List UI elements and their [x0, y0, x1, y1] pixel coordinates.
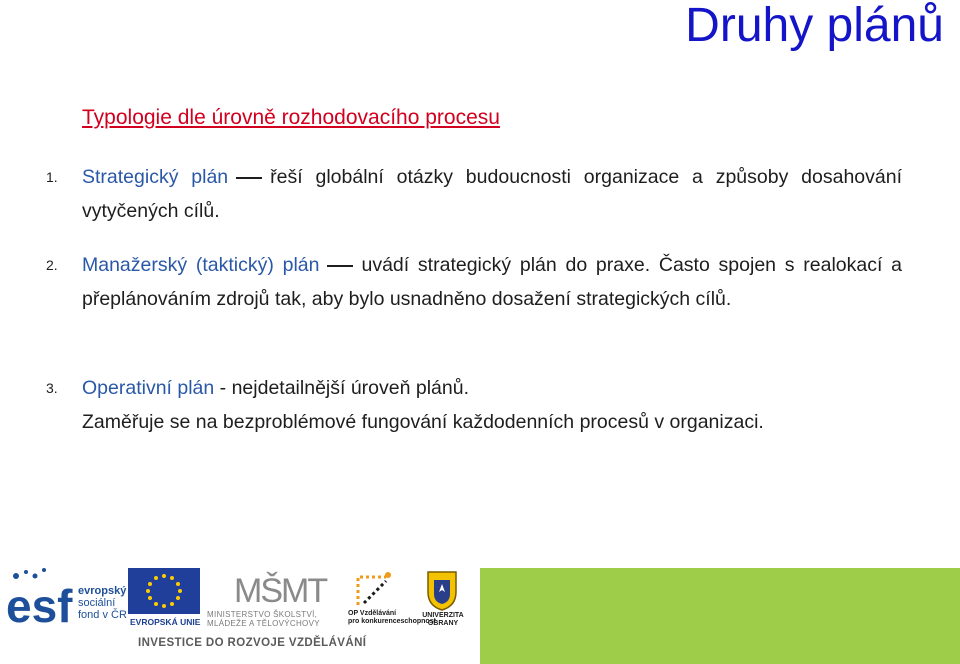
- op-line-1: OP Vzdělávání: [348, 610, 397, 617]
- university-crest-icon: [422, 566, 462, 612]
- op-logo-icon: [350, 567, 398, 611]
- list-number: 2.: [46, 257, 58, 273]
- eu-flag-icon: [128, 568, 200, 614]
- list-number: 1.: [46, 169, 58, 185]
- msmt-line-2: MLÁDEŽE A TĚLOVÝCHOVY: [207, 619, 320, 628]
- eu-label: EVROPSKÁ UNIE: [130, 617, 201, 627]
- footer-green-band: [480, 568, 960, 664]
- msmt-logo-icon: [232, 568, 327, 610]
- item-text: - nejdetailnější úroveň plánů.: [214, 377, 469, 399]
- svg-text:MŠMT: MŠMT: [234, 572, 327, 610]
- esf-logo-icon: [2, 566, 74, 630]
- item-text: uvádí strategický plán do praxe. Často spojen s realokací a přeplánováním zdrojů tak, aby bylo usnadněno dosažení strategických cílů.: [82, 254, 902, 310]
- term-tactical: Manažerský (taktický) plán: [82, 254, 320, 276]
- list-item-tactical: [46, 248, 902, 316]
- svg-text:esf: esf: [6, 580, 73, 632]
- dash-separator: [236, 177, 262, 179]
- dash-separator: [327, 265, 353, 267]
- list-item-operative: [46, 371, 902, 439]
- esf-line-1: evropský: [78, 585, 127, 597]
- msmt-line-1: MINISTERSTVO ŠKOLSTVÍ,: [207, 610, 318, 619]
- uo-line-1: UNIVERZITA: [422, 612, 464, 619]
- term-operative: Operativní plán: [82, 377, 215, 399]
- slide-subtitle: Typologie dle úrovně rozhodovacího procesu: [82, 106, 500, 129]
- term-strategic: Strategický plán: [82, 166, 229, 188]
- item-text: řeší globální otázky budoucnosti organizace a způsoby dosahování vytyčených cílů.: [82, 166, 902, 222]
- list-number: 3.: [46, 380, 58, 396]
- item-text-2: Zaměřuje se na bezproblémové fungování každodenních procesů v organizaci.: [82, 411, 764, 433]
- list-item-strategic: [46, 160, 902, 228]
- slide-title: Druhy plánů: [685, 0, 944, 52]
- esf-line-3: fond v ČR: [78, 609, 127, 621]
- footer-tagline: INVESTICE DO ROZVOJE VZDĚLÁVÁNÍ: [138, 637, 367, 649]
- esf-line-2: sociální: [78, 597, 116, 609]
- uo-line-2: OBRANY: [427, 620, 459, 627]
- op-line-2: pro konkurenceschopnost: [348, 618, 436, 625]
